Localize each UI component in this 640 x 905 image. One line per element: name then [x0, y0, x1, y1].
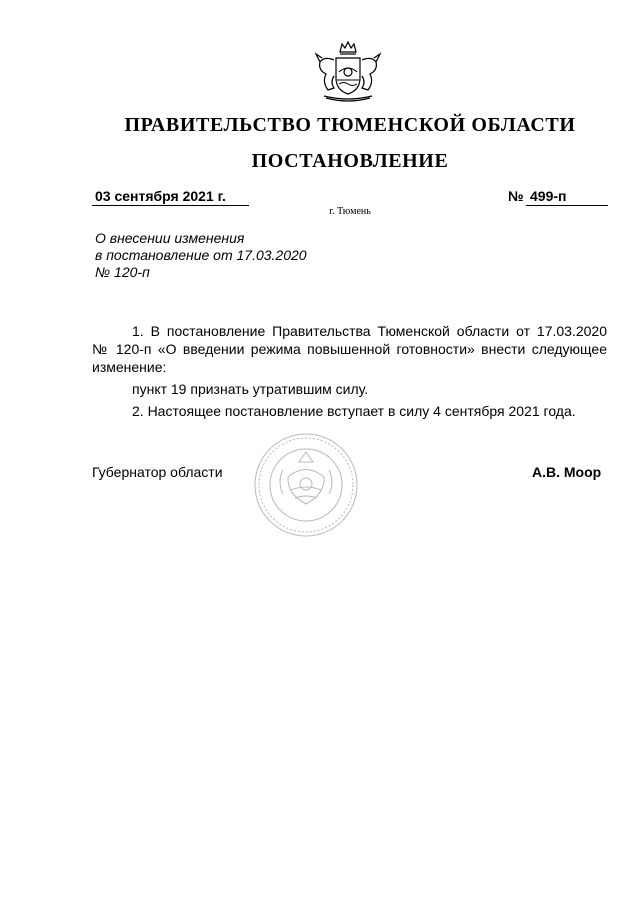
signatory-position: Губернатор области — [92, 464, 223, 480]
number-sign: № — [508, 188, 524, 204]
document-type: ПОСТАНОВЛЕНИЕ — [251, 150, 449, 172]
subject-line: О внесении изменения — [95, 230, 245, 246]
subject-line: в постановление от 17.03.2020 — [95, 247, 307, 263]
paragraph-1 — [92, 322, 607, 376]
government-title: ПРАВИТЕЛЬСТВО ТЮМЕНСКОЙ ОБЛАСТИ — [124, 114, 576, 136]
signatory-name: А.В. Моор — [532, 464, 602, 480]
official-seal-icon — [253, 432, 359, 538]
document-date: 03 сентября 2021 г. — [92, 188, 249, 206]
paragraph-line: № 120-п «О введении режима повышенной готовности» внести следующее — [92, 341, 607, 357]
city-label: г. Тюмень — [329, 206, 371, 217]
document-subject — [95, 230, 307, 281]
coat-of-arms-icon — [306, 38, 390, 104]
amendment-item: пункт 19 признать утратившим силу. — [132, 381, 369, 397]
subject-line: № 120-п — [95, 264, 150, 280]
paragraph-line: изменение: — [92, 359, 167, 375]
paragraph-2: 2. Настоящее постановление вступает в силу 4 сентября 2021 года. — [132, 403, 576, 419]
document-number: 499-п — [526, 188, 608, 206]
paragraph-line: 1. В постановление Правительства Тюменской области от 17.03.2020 — [132, 323, 607, 339]
